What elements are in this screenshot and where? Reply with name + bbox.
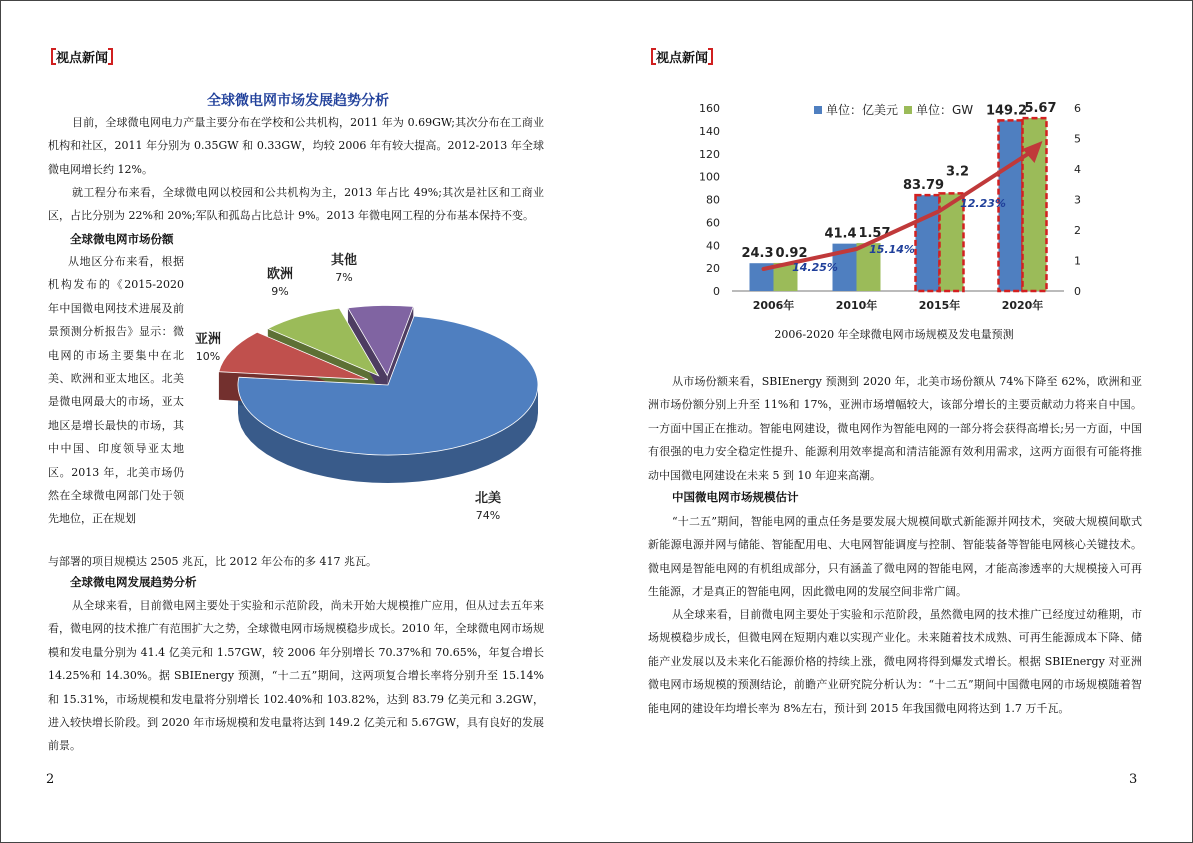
paragraph-3-continued: 与部署的项目规模达 2505 兆瓦，比 2012 年公布的多 417 兆瓦。 xyxy=(48,555,377,568)
legend-swatch-0 xyxy=(814,106,822,114)
right-tick-label-1: 1 xyxy=(1074,254,1081,268)
section-tag: 视点新闻 xyxy=(654,47,710,66)
heading-china-market: 中国微电网市场规模估计 xyxy=(672,490,799,504)
paragraph-2: 就工程分布来看，全球微电网以校园和公共机构为主，2013 年占比 49%;其次是社区和工商业区，占比分别为 22%和 20%;军队和孤岛占比总计 9%。2013 年微电网工程的分布基本保持不变。 xyxy=(48,186,544,223)
left-tick-label-0: 0 xyxy=(713,285,720,298)
right-tick-label-3: 3 xyxy=(1074,193,1081,207)
left-tick-label-2: 40 xyxy=(706,239,720,253)
paragraph-2: “十二五”期间，智能电网的重点任务是要发展大规模间歇式新能源并网技术，突破大规模间歇式新能源电源并网与储能、智能配用电、大电网智能调度与控制、智能装备等智能电网核心关键技术。微电网是智能电网的有机组成部分，只有涵盖了微电网的智能电网，才能高渗透率的大规模接入可再生能源，才是真正的智能电网，因此微电网的发展空间非常广阔。 xyxy=(648,515,1142,599)
pie-percent-label-2: 9% xyxy=(271,285,289,298)
bar-value-label-0-usd: 24.3 xyxy=(741,246,774,262)
left-tick-label-8: 160 xyxy=(699,102,720,115)
left-tick-label-1: 20 xyxy=(706,262,720,276)
right-tick-label-4: 4 xyxy=(1074,163,1081,176)
left-tick-label-6: 120 xyxy=(699,147,720,161)
pie-percent-label-3: 7% xyxy=(335,271,353,284)
category-label-0: 2006年 xyxy=(752,299,795,312)
legend-label-1: 单位：GW xyxy=(916,103,974,117)
bar-value-label-2-usd: 83.79 xyxy=(902,178,945,194)
paragraph-3: 从地区分布来看，根据机构发布的《2015-2020 年中国微电网技术进展及前景预测分析报告》显示：微电网的市场主要集中在北美、欧洲和亚太地区。北美是微电网最大的市场，亚太地区是增长最快的市场，其中中国、印度领导亚太地区。2013 年，北美市场仍然在全球微电网部门处于领先地位，正在规划 xyxy=(48,255,184,526)
bar-value-label-2-gw: 3.2 xyxy=(945,164,970,180)
page-number: 2 xyxy=(46,772,55,787)
pie-label-1: 亚洲 xyxy=(194,332,222,347)
paragraph-1: 目前，全球微电网电力产量主要分布在学校和公共机构，2011 年为 0.69GW;其次分布在工商业机构和社区，2011 年分别为 0.35GW 和 0.33GW，均较 2006 年有较大提高。2012-2013 年全球微电网增长约 12%。 xyxy=(48,116,544,176)
right-tick-label-5: 5 xyxy=(1074,132,1081,146)
bar-value-label-0-gw: 0.92 xyxy=(775,245,808,261)
legend-label-0: 单位：亿美元 xyxy=(826,103,899,117)
market-size-bar-chart xyxy=(694,96,1094,324)
paragraph-4: 从全球来看，目前微电网主要处于实验和示范阶段，尚未开始大规模推广应用，但从过去五年来看，微电网的技术推广有范围扩大之势，全球微电网市场规模稳步成长。2010 年，全球微电网市场规模和发电量分别为 41.4 亿美元和 1.57GW，较 2006 年分别增长 70.37%和 70.65%，年复合增长 14.25%和 14.30%。据 SBIEnergy 预测，“十二五”期间，这两项复合增长率将分别升至 15.14%和 15.31%，市场规模和发电量将分别增长 102.40%和 103.82%，达到 83.79 亿美元和 3.2GW，进入较快增长阶段。到 2020 年市场规模和发电量将达到 149.2 亿美元和 5.67GW，具有良好的发展前景。 xyxy=(48,599,544,753)
left-tick-label-7: 140 xyxy=(699,124,720,138)
left-page xyxy=(0,0,596,841)
right-tick-label-0: 0 xyxy=(1074,285,1081,298)
pie-percent-label-0: 74% xyxy=(475,509,501,522)
page-number: 3 xyxy=(1129,772,1138,787)
chart-caption: 2006-2020 年全球微电网市场规模及发电量预测 xyxy=(774,328,1014,341)
bar-value-label-1-usd: 41.4 xyxy=(824,226,857,242)
growth-label-2: 12.23% xyxy=(960,197,1006,210)
bar-value-label-3-gw: 5.67 xyxy=(1024,101,1057,117)
market-share-pie-chart xyxy=(188,240,560,540)
right-tick-label-2: 2 xyxy=(1074,224,1081,237)
article-title: 全球微电网市场发展趋势分析 xyxy=(207,93,389,109)
left-tick-label-4: 80 xyxy=(706,193,720,207)
growth-label-1: 15.14% xyxy=(869,243,915,256)
paragraph-1: 从市场份额来看，SBIEnergy 预测到 2020 年，北美市场份额从 74%下降至 62%，欧洲和亚洲市场份额分别上升至 11%和 17%，亚洲市场增幅较大，该部分增长的主要贡献动力将来自中国。一方面中国正在推动。智能电网建设，微电网作为智能电网的一部分将会获得高增长;另一方面，中国有很强的电力安全稳定性提升、能源利用效率提高和清洁能源有效利用需求，这两方面很有可能将推动中国微电网建设在未来 5 到 10 年迎来高潮。 xyxy=(648,375,1142,482)
left-tick-label-3: 60 xyxy=(706,216,720,230)
bar-2-usd xyxy=(916,195,940,291)
right-tick-label-6: 6 xyxy=(1074,102,1081,115)
heading-market-share: 全球微电网市场份额 xyxy=(70,232,174,246)
legend-swatch-1 xyxy=(904,106,912,114)
heading-trend: 全球微电网发展趋势分析 xyxy=(70,575,197,589)
pie-label-3: 其他 xyxy=(330,253,358,268)
pie-label-2: 欧洲 xyxy=(266,267,294,282)
bar-value-label-3-usd: 149.2 xyxy=(985,103,1028,119)
bar-value-label-1-gw: 1.57 xyxy=(858,226,891,242)
growth-label-0: 14.25% xyxy=(792,261,838,274)
pie-percent-label-1: 10% xyxy=(195,350,221,363)
right-page xyxy=(596,0,1192,841)
left-tick-label-5: 100 xyxy=(699,170,720,184)
category-label-3: 2020年 xyxy=(1001,299,1044,312)
paragraph-3: 从全球来看，目前微电网主要处于实验和示范阶段，虽然微电网的技术推广已经度过幼稚期，市场规模稳步成长，但微电网在短期内难以实现产业化。未来随着技术成熟、可再生能源成本下降、储能产业发展以及未来化石能源价格的持续上涨，微电网将得到爆发式增长。根据 SBIEnergy 对亚洲微电网市场规模的预测结论，前瞻产业研究院分析认为：“十二五”期间中国微电网的市场规模随着智能电网的建设年均增长率为 8%左右，预计到 2015 年我国微电网将达到 1.7 万千瓦。 xyxy=(648,608,1142,715)
pie-label-0: 北美 xyxy=(474,491,502,506)
section-tag: 视点新闻 xyxy=(54,47,110,66)
category-label-2: 2015年 xyxy=(918,299,961,312)
category-label-1: 2010年 xyxy=(835,299,878,312)
bar-3-gw xyxy=(1023,118,1047,291)
